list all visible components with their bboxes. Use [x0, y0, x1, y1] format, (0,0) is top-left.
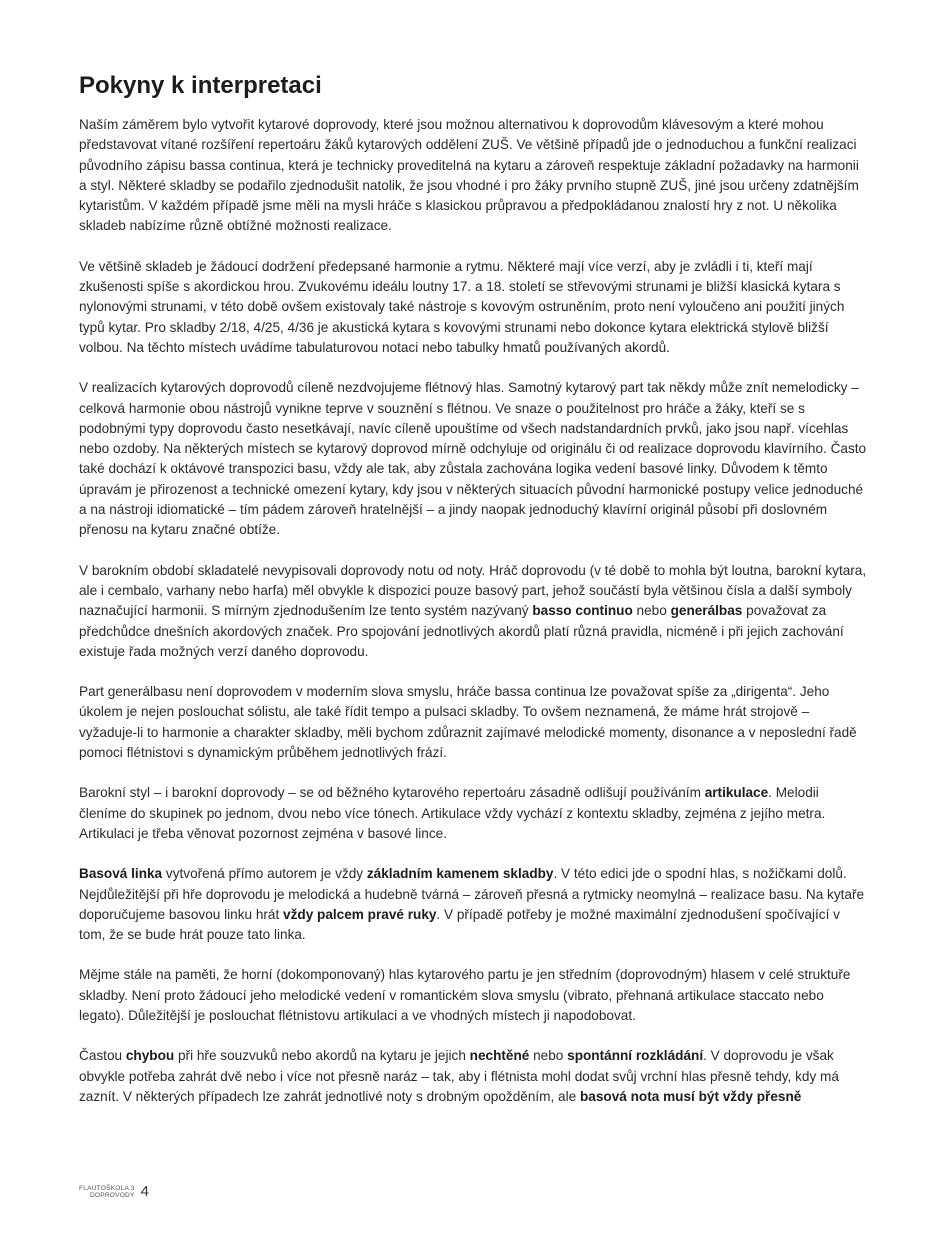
text-run: V realizacích kytarových doprovodů cíleně nezdvojujeme flétnový hlas. Samotný kytarový part tak někdy může znít nemelodicky – celková harmonie obou nástrojů vynikne teprve v souznění s flétnou. Ve snaze o použitelnost pro hráče a žáky, kteří se s podobnými typy doprovodu často nesetkávají, navíc cíleně upouštíme od všech nadstandardních prvků, jako jsou např. vícehlas nebo ozdoby. Na některých místech se kytarový doprovod mírně odchyluje od originálu či od realizace doprovodu klavírního. Často také dochází k oktávové transpozici basu, vždy ale tak, aby zůstala zachována logika vedení basové linky. Důvodem k těmto úpravám je přirozenost a technické omezení kytary, kdy jsou v některých situacích původní harmonické postupy velice jednoduché a na nástroji idiomatické – tím pádem zároveň hratelnější – a jindy naopak jednoduchý klavírní originál působí při doslovném přenosu na kytaru značné obtíže.	[79, 380, 867, 538]
text-run: Častou	[79, 1048, 126, 1064]
text-run: . V této edici jde o spodní hlas, s nožičkami dolů. Nejdůležitější při hře doprovodu je melodická a hudebně tvárná – zároveň přesná a rytmicky neomylná – realizace basu. Na kytaře doporučujeme basovou linku hrát	[79, 866, 865, 922]
text-run: při hře souzvuků nebo akordů na kytaru je jejich	[174, 1048, 470, 1064]
paragraph	[79, 864, 869, 945]
bold-term: chybou	[125, 1048, 175, 1064]
text-run: V barokním období skladatelé nevypisovali doprovody notu od noty. Hráč doprovodu (v té době to mohla být loutna, barokní kytara, ale i cembalo, varhany nebo harfa) měl obvykle k dispozici pouze basový part, jehož součástí byla většinou čísla a další symboly naznačující harmonii. S mírným zjednodušením lze tento systém nazývaný	[79, 562, 867, 619]
text-run: považovat za předchůdce dnešních akordových značek. Pro spojování jednotlivých akordů platí různá pravidla, nicméně i při jejich zachování existuje řada možných verzí daného doprovodu.	[79, 603, 844, 659]
paragraph	[79, 561, 869, 662]
text-run: nebo	[632, 603, 671, 619]
footer-publication-label	[79, 1185, 135, 1200]
bold-term: vždy palcem pravé ruky	[283, 906, 437, 922]
text-run: nebo	[529, 1048, 568, 1064]
bold-term: artikulace	[704, 785, 769, 801]
bold-term: basso continuo	[532, 603, 633, 619]
text-run: . V doprovodu je však obvykle potřeba zahrát dvě nebo i více not přesně naráz – tak, aby i flétnista mohl dodat svůj vrchní hlas přesně tehdy, kdy má zaznít. V některých případech lze zahrát jednotlivé noty s drobným opožděním, ale	[79, 1048, 839, 1104]
footer-series-name: FLAUTOŠKOLA 3	[79, 1184, 135, 1192]
text-run: Part generálbasu není doprovodem v moderním slova smyslu, hráče bassa continua lze považovat spíše za „dirigenta“. Jeho úkolem je nejen poslouchat sólistu, ale také řídit tempo a pulsaci skladby. To ovšem neznamená, že máme hrát strojově – vyžaduje-li to harmonie a charakter skladby, měli bychom zdůraznit zajímavé melodické momenty, disonance a v neposlední řadě pomoci flétnistovi s dynamickým průběhem jednotlivých frází.	[79, 684, 857, 761]
text-run: vytvořená přímo autorem je vždy	[162, 866, 367, 882]
text-run: Ve většině skladeb je žádoucí dodržení předepsané harmonie a rytmu. Některé mají více verzí, aby je zvládli i ti, kteří mají zkušenosti spíše s akordickou hrou. Zvukovému ideálu loutny 17. a 18. století se střevovými strunami je bližší klasická kytara s nylonovými strunami, v této době ovšem existovaly také nástroje s kovovým ostruněním, proto není vyloučeno ani použití jiných typů kytar. Pro skladby 2/18, 4/25, 4/36 je akustická kytara s kovovými strunami nebo dokonce kytara elektrická stylově bližší volbou. Na těchto místech uvádíme tabulaturovou notaci nebo tabulky hmatů používaných akordů.	[79, 258, 845, 355]
paragraph	[79, 1046, 869, 1107]
bold-term: basová nota musí být vždy přesně	[579, 1088, 802, 1104]
paragraph	[79, 115, 869, 237]
footer-volume-name: DOPROVODY	[89, 1192, 135, 1199]
page-number: 4	[140, 1183, 149, 1200]
text-run: Mějme stále na paměti, že horní (dokomponovaný) hlas kytarového partu je jen středním (doprovodným) hlasem v celé struktuře skladby. Není proto žádoucí jeho melodické vedení v romantickém slova smyslu (vibrato, přehnaná artikulace staccato nebo legato). Důležitější je poslouchat flétnistovu artikulaci a ve vhodných místech ji napodobovat.	[79, 967, 851, 1023]
text-run: . Melodii členíme do skupinek po jednom, dvou nebo více tónech. Artikulace vždy vychází z kontextu skladby, zejména z jejího metra. Artikulaci je třeba věnovat pozornost zejména v basové lince.	[79, 785, 826, 841]
bold-term: nechtěné	[469, 1048, 530, 1064]
paragraph	[79, 965, 869, 1026]
body-text	[79, 115, 869, 1107]
text-run: Naším záměrem bylo vytvořit kytarové doprovody, které jsou možnou alternativou k doprovodům klávesovým a které mohou představovat vítané rozšíření repertoáru žáků kytarových oddělení ZUŠ. Ve většině případů jde o jednoduchou a funkční realizaci původního zápisu bassa continua, která je technicky proveditelná na kytaru a zároveň respektuje základní požadavky na harmonii a styl. Některé skladby se podařilo zjednodušit natolik, že jsou vhodné i pro žáky prvního stupně ZUŠ, jiné jsou určeny zdatnějším kytaristům. V každém případě jsme měli na mysli hráče s klasickou průpravou a předpokládanou znalostí hry z not. U několika skladeb nabízíme různě obtížné možnosti realizace.	[79, 117, 859, 234]
paragraph	[79, 257, 869, 358]
page-title: Pokyny k interpretaci	[79, 72, 322, 99]
document-page	[79, 70, 869, 1127]
bold-term: základním kamenem skladby	[366, 866, 554, 882]
page-footer	[79, 1184, 149, 1200]
paragraph	[79, 682, 869, 763]
bold-term: Basová linka	[79, 866, 163, 882]
bold-term: spontánní rozkládání	[567, 1048, 704, 1064]
bold-term: generálbas	[670, 603, 743, 619]
text-run: Barokní styl – i barokní doprovody – se od běžného kytarového repertoáru zásadně odlišují používáním	[79, 785, 705, 801]
text-run: . V případě potřeby je možné maximální zjednodušení spočívající v tom, že se bude hrát pouze tato linka.	[79, 906, 840, 943]
paragraph	[79, 783, 869, 844]
paragraph	[79, 378, 869, 540]
